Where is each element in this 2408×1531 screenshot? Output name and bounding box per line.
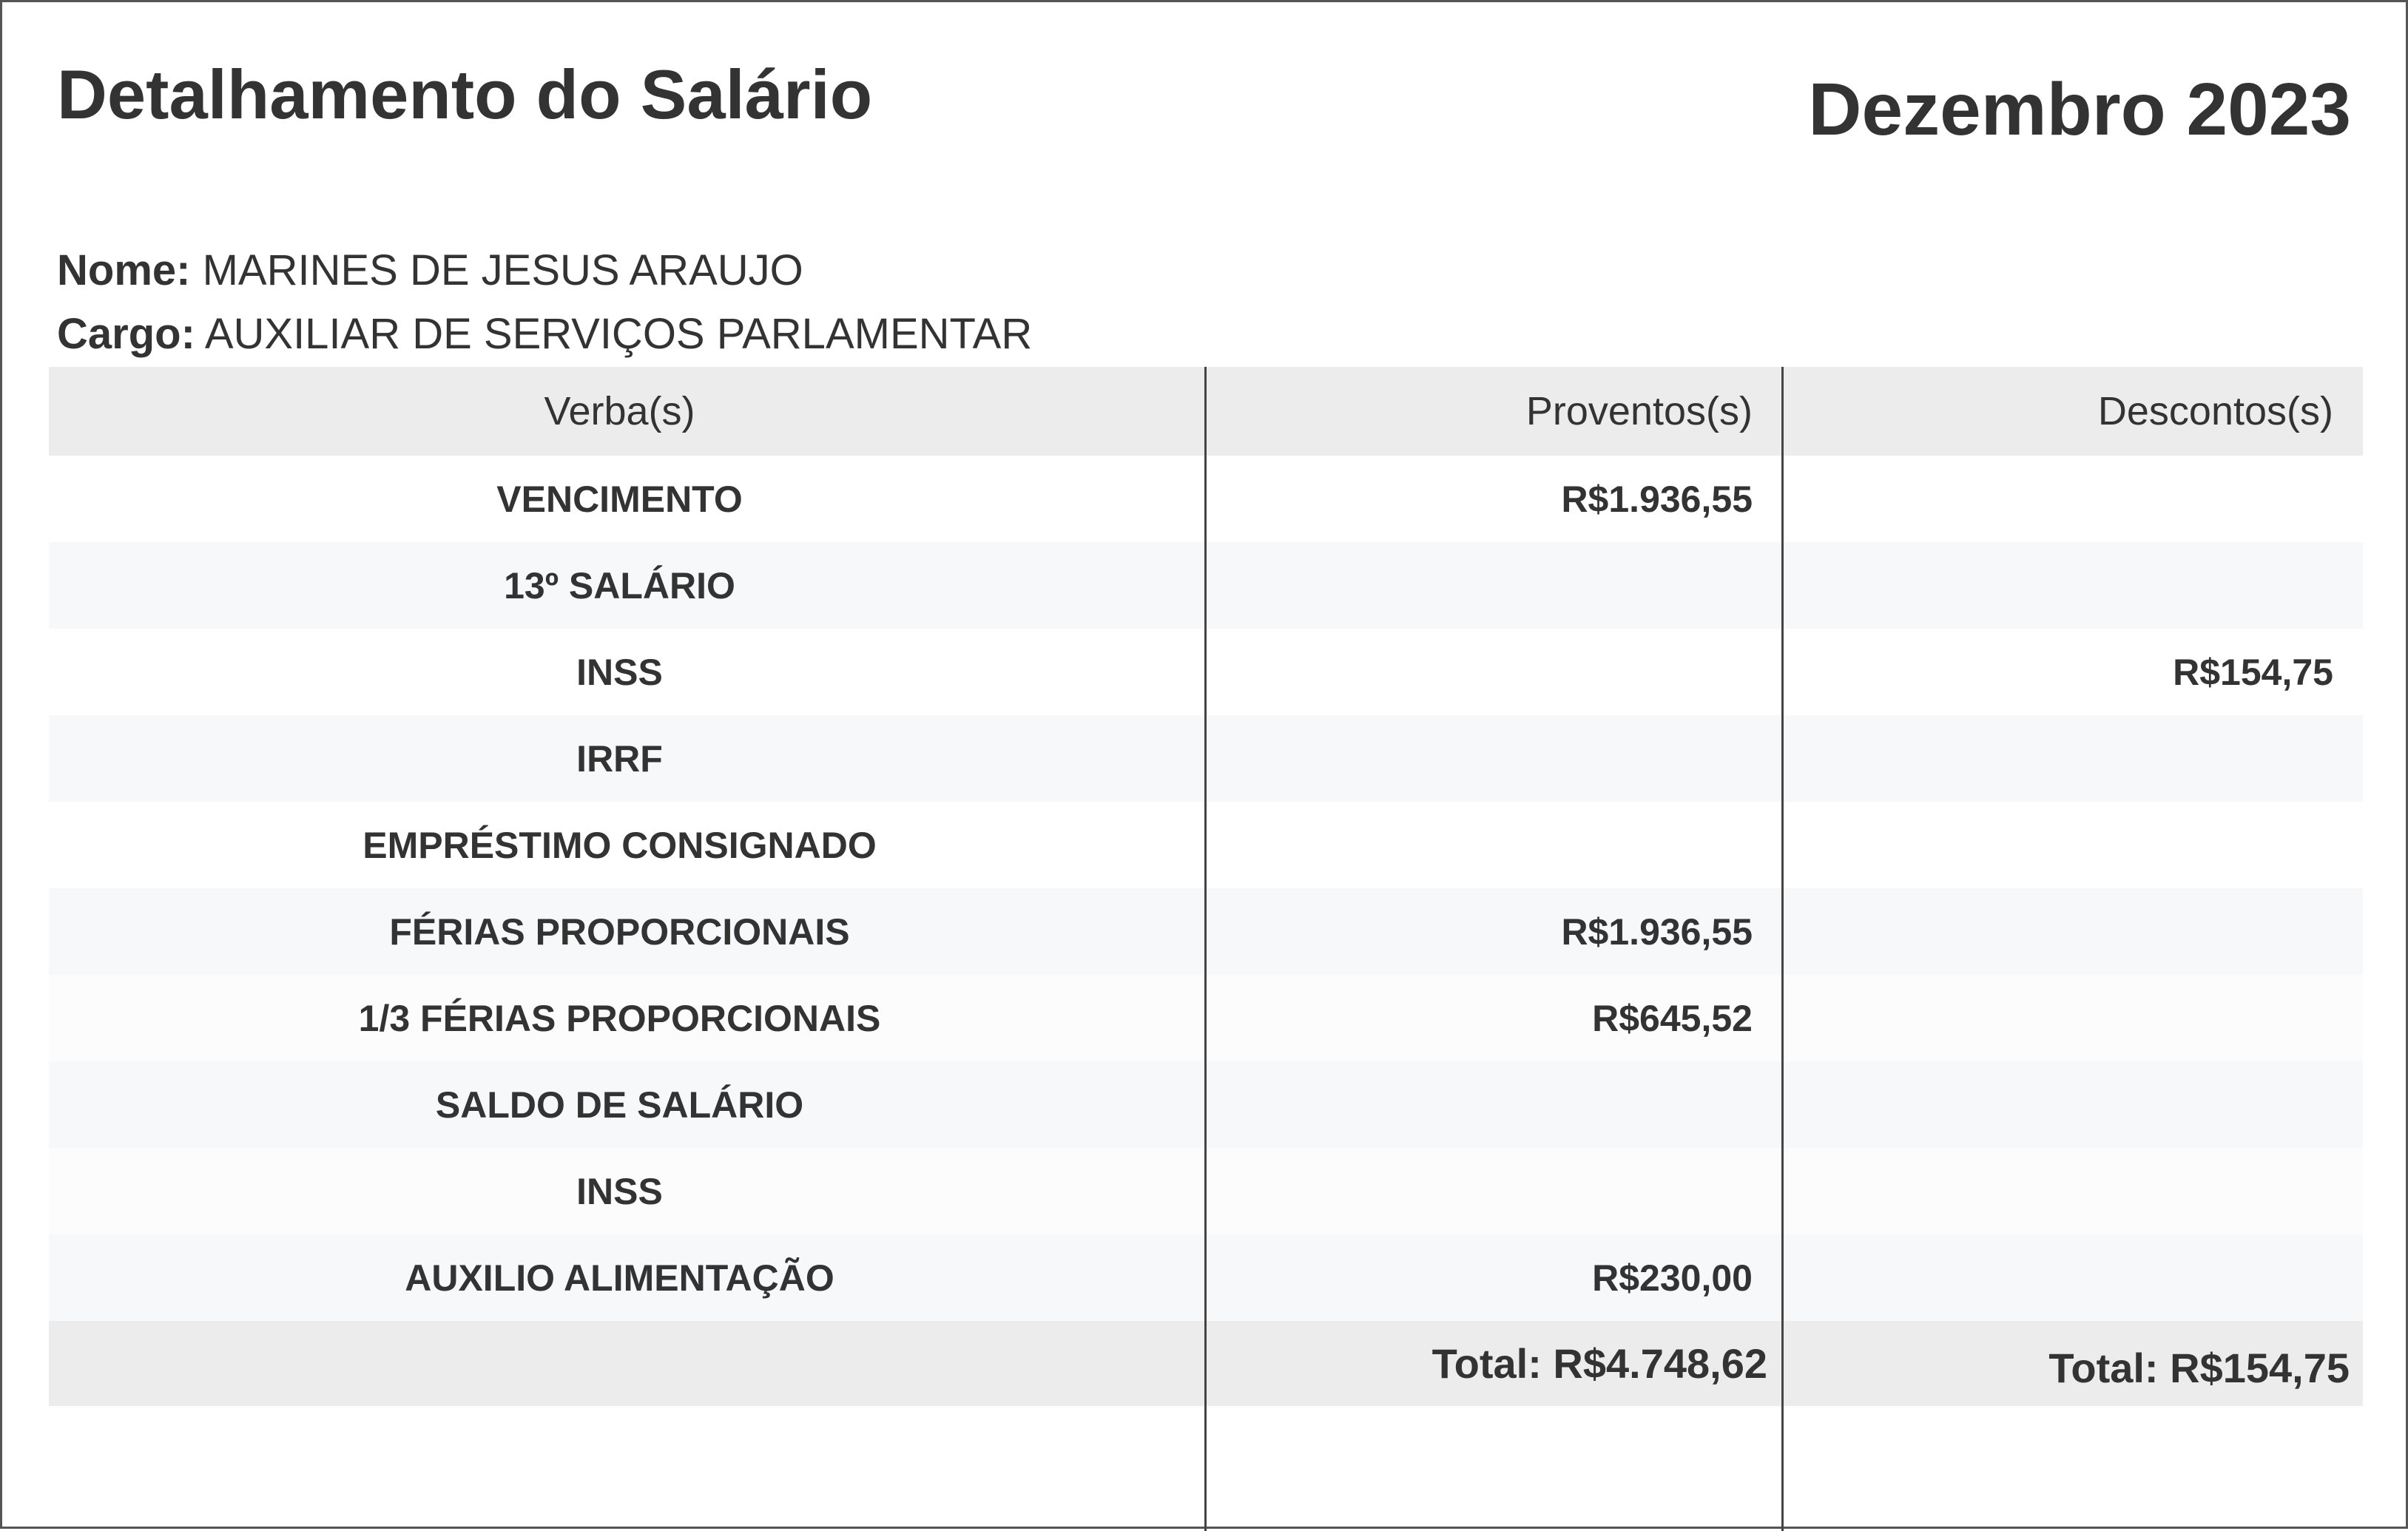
descontos-cell <box>1782 888 2363 975</box>
proventos-cell <box>1205 1148 1782 1234</box>
name-label: Nome: <box>57 246 191 294</box>
verba-cell: VENCIMENTO <box>496 478 743 520</box>
column-divider <box>1204 367 1207 1531</box>
column-header-verba: Verba(s) <box>544 389 695 433</box>
proventos-cell <box>1205 715 1782 802</box>
totals-label-cell <box>49 1321 1205 1406</box>
verba-cell: 1/3 FÉRIAS PROPORCIONAIS <box>358 997 881 1039</box>
verba-cell: FÉRIAS PROPORCIONAIS <box>389 910 850 953</box>
proventos-cell <box>1205 802 1782 888</box>
column-header-descontos: Descontos(s) <box>2097 389 2333 433</box>
proventos-cell: R$1.936,55 <box>1561 910 1753 953</box>
employee-name <box>57 246 803 294</box>
total-descontos: Total: R$154,75 <box>2048 1345 2350 1391</box>
descontos-cell <box>1782 1061 2363 1148</box>
employee-role <box>57 310 1033 358</box>
total-proventos: Total: R$4.748,62 <box>1431 1340 1767 1387</box>
proventos-cell: R$1.936,55 <box>1561 478 1753 520</box>
descontos-cell <box>1782 542 2363 629</box>
descontos-cell <box>1782 1234 2363 1321</box>
verba-cell: AUXILIO ALIMENTAÇÃO <box>405 1257 834 1299</box>
proventos-cell <box>1205 1061 1782 1148</box>
descontos-cell <box>1782 456 2363 542</box>
verba-cell: EMPRÉSTIMO CONSIGNADO <box>362 824 877 866</box>
descontos-cell <box>1782 975 2363 1061</box>
column-divider <box>1781 367 1784 1531</box>
proventos-cell <box>1205 629 1782 715</box>
role-value: AUXILIAR DE SERVIÇOS PARLAMENTAR <box>204 310 1033 358</box>
verba-cell: 13º SALÁRIO <box>504 564 735 606</box>
period-label: Dezembro 2023 <box>1808 68 2351 151</box>
verba-cell: IRRF <box>576 737 663 780</box>
verba-cell: INSS <box>576 1170 663 1212</box>
descontos-cell <box>1782 802 2363 888</box>
verba-cell: SALDO DE SALÁRIO <box>435 1084 804 1126</box>
proventos-cell: R$645,52 <box>1592 997 1753 1039</box>
descontos-cell: R$154,75 <box>2173 651 2333 693</box>
page-title: Detalhamento do Salário <box>57 55 873 133</box>
proventos-cell: R$230,00 <box>1592 1257 1753 1299</box>
descontos-cell <box>1782 715 2363 802</box>
proventos-cell <box>1205 542 1782 629</box>
verba-cell: INSS <box>576 651 663 693</box>
role-label: Cargo: <box>57 310 195 358</box>
name-value: MARINES DE JESUS ARAUJO <box>202 246 803 294</box>
descontos-cell <box>1782 1148 2363 1234</box>
column-header-proventos: Proventos(s) <box>1525 389 1753 433</box>
